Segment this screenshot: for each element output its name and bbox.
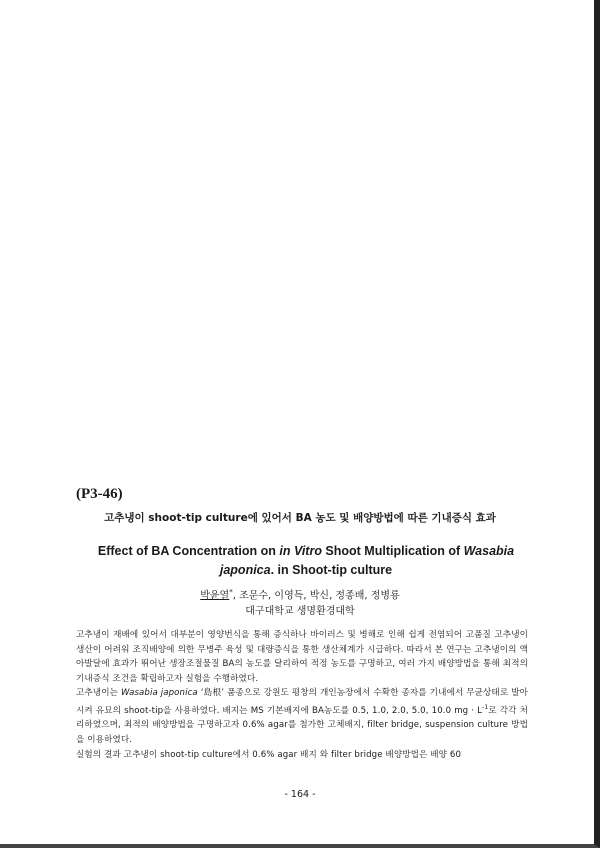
korean-title: 고추냉이 shoot-tip culture에 있어서 BA 농도 및 배양방법에 따른 기내증식 효과: [104, 512, 496, 524]
presenting-author: 박윤열: [200, 590, 230, 602]
abstract-paragraph: 실험의 결과 고추냉이 shoot-tip culture에서 0.6% agar 배지 와 filter bridge 배양방법은 배양 60: [76, 749, 462, 760]
session-code: (P3-46): [76, 486, 123, 502]
species-name: Wasabia japonica: [120, 688, 198, 699]
abstract-paragraph: [76, 686, 528, 747]
author-list: [0, 584, 600, 604]
abstract-body: [76, 628, 528, 762]
english-title-part: Shoot Multiplication of: [321, 544, 464, 558]
superscript: -1: [482, 703, 489, 711]
affiliation: 대구대학교 생명환경대학: [245, 606, 355, 618]
english-title-part: . in Shoot-tip culture: [270, 563, 393, 577]
author-block: [0, 584, 600, 620]
english-title-part: Effect of BA Concentration on: [97, 544, 280, 558]
english-title-italic: in Vitro: [279, 544, 322, 558]
abstract-text: ‘島根’ 품종으로 강원도 평창의 개인농장에서 수확한 종자를 기내에서 무균상태로 발아시켜 유묘의 shoot-tip을 사용하였다. 배지는 MS 기본배지에 BA농도를 0.5, 1.0, 2.0, 5.0, 10.0 mg · L: [76, 688, 528, 716]
page-number: - 164 -: [284, 789, 316, 800]
abstract-paragraph: 고추냉이 재배에 있어서 대부분이 영양번식을 통해 증식하나 바이러스 및 병해로 인해 쉽게 전염되어 고품질 고추냉이 생산이 어려워 조직배양에 의한 무병주 육성 및 대량증식을 통한 생산체계가 시급하다. 따라서 본 연구는 고추냉이의 액아발달에 효과가 뛰어난 생장조절물질 BA의 농도를 달리하여 적정 농도를 구명하고, 여러 가지 배양방법을 통해 최적의 기내증식 조건을 확립하고자 실험을 수행하였다.: [76, 630, 528, 684]
co-authors: , 조문수, 이영득, 박신, 정종배, 정병룡: [232, 590, 400, 602]
abstract-text: 고추냉이는: [76, 688, 121, 699]
presenter-mark: *: [229, 588, 233, 596]
abstract-text: 로 각각 처리하였으며, 최적의 배양방법을 구명하고자 0.6% agar를 첨가한 고체배지, filter bridge, suspension culture 방법을 이용하였다.: [76, 705, 528, 746]
english-title-species: Wasabia japonica: [219, 544, 515, 577]
english-title: [70, 542, 542, 580]
